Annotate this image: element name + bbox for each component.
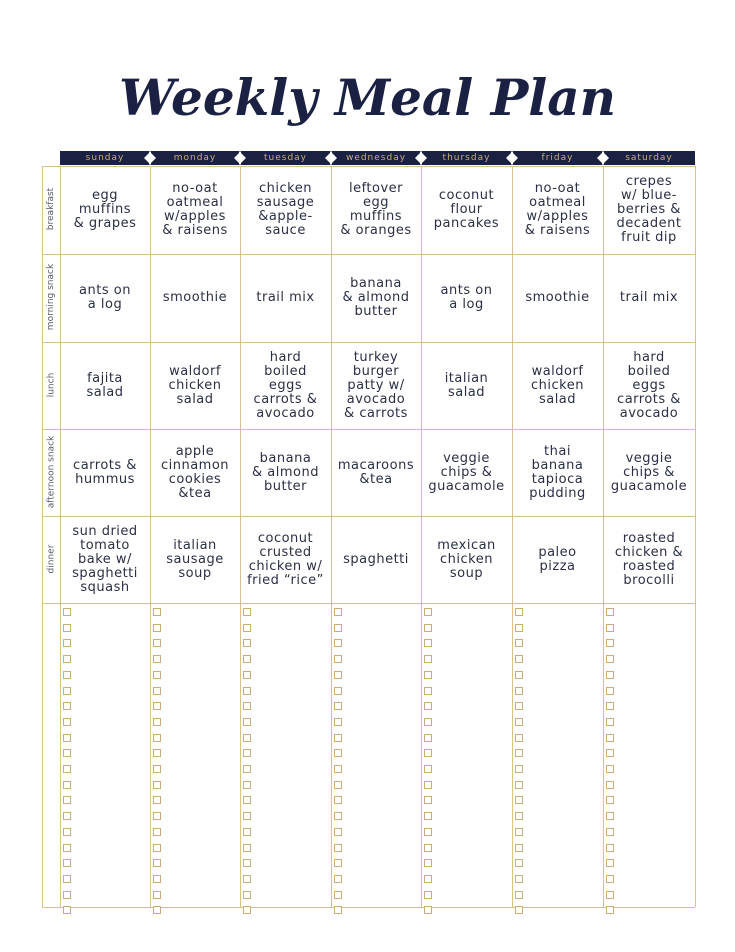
grocery-checkbox[interactable] — [63, 812, 71, 820]
grocery-checkbox[interactable] — [515, 812, 523, 820]
grocery-checkbox[interactable] — [153, 639, 161, 647]
day-header-wednesday: wednesday — [345, 153, 407, 163]
grocery-checkbox[interactable] — [606, 655, 614, 663]
grocery-checkbox[interactable] — [334, 687, 342, 695]
grocery-checkbox[interactable] — [424, 734, 432, 742]
meal-label-breakfast: breakfast — [46, 187, 56, 231]
grocery-checkbox[interactable] — [63, 765, 71, 773]
grocery-checkbox[interactable] — [153, 702, 161, 710]
grocery-checkbox[interactable] — [606, 624, 614, 632]
grocery-checkbox[interactable] — [153, 844, 161, 852]
grocery-checkbox[interactable] — [63, 781, 71, 789]
grocery-checkbox[interactable] — [334, 812, 342, 820]
grid-line — [603, 166, 604, 907]
grocery-checkbox[interactable] — [606, 875, 614, 883]
day-divider-notch — [597, 151, 604, 165]
grocery-checkbox[interactable] — [424, 655, 432, 663]
grocery-checkbox[interactable] — [515, 749, 523, 757]
grocery-checkbox[interactable] — [424, 639, 432, 647]
grocery-checkbox[interactable] — [243, 687, 251, 695]
grocery-checkbox[interactable] — [334, 655, 342, 663]
grocery-checkbox[interactable] — [63, 749, 71, 757]
grocery-checkbox[interactable] — [243, 891, 251, 899]
grocery-checkbox[interactable] — [515, 734, 523, 742]
grocery-checkbox[interactable] — [63, 624, 71, 632]
page-title: Weekly Meal Plan — [118, 68, 617, 127]
meal-cell: smoothie — [525, 290, 590, 305]
grocery-checkbox[interactable] — [243, 655, 251, 663]
grocery-checkbox[interactable] — [63, 702, 71, 710]
grocery-checkbox[interactable] — [424, 844, 432, 852]
grocery-checkbox[interactable] — [243, 875, 251, 883]
grocery-checkbox[interactable] — [606, 891, 614, 899]
grocery-checkbox[interactable] — [153, 812, 161, 820]
grocery-checkbox[interactable] — [424, 608, 432, 616]
grocery-checkbox[interactable] — [63, 875, 71, 883]
meal-cell: paleo pizza — [538, 544, 577, 574]
grocery-checkbox[interactable] — [63, 734, 71, 742]
meal-cell: trail mix — [619, 290, 679, 305]
grocery-checkbox[interactable] — [243, 639, 251, 647]
grocery-checkbox[interactable] — [606, 781, 614, 789]
grocery-checkbox[interactable] — [334, 749, 342, 757]
grocery-checkbox[interactable] — [424, 796, 432, 804]
grocery-checkbox[interactable] — [153, 891, 161, 899]
grid-line — [240, 166, 241, 907]
grocery-checkbox[interactable] — [515, 655, 523, 663]
grid-line — [695, 166, 696, 907]
grocery-checkbox[interactable] — [515, 875, 523, 883]
meal-cell: coconut flour pancakes — [433, 188, 500, 231]
meal-cell: ants on a log — [79, 283, 131, 312]
grocery-checkbox[interactable] — [424, 859, 432, 867]
grocery-checkbox[interactable] — [515, 891, 523, 899]
grocery-checkbox[interactable] — [515, 844, 523, 852]
grid-line — [42, 907, 695, 908]
grocery-checkbox[interactable] — [243, 749, 251, 757]
grocery-checkbox[interactable] — [63, 891, 71, 899]
meal-label-afternoon-snack: afternoon snack — [46, 435, 56, 508]
grocery-checkbox[interactable] — [424, 749, 432, 757]
meal-cell: hard boiled eggs carrots & avocado — [617, 349, 681, 421]
grocery-checkbox[interactable] — [515, 608, 523, 616]
grid-line — [331, 166, 332, 907]
grocery-checkbox[interactable] — [515, 639, 523, 647]
meal-cell: coconut crusted chicken w/ fried “rice” — [247, 530, 324, 588]
grocery-checkbox[interactable] — [515, 718, 523, 726]
meal-cell: roasted chicken & roasted brocolli — [614, 530, 684, 588]
meal-cell: mexican chicken soup — [437, 537, 496, 581]
grocery-checkbox[interactable] — [243, 702, 251, 710]
grocery-checkbox[interactable] — [515, 765, 523, 773]
grocery-checkbox[interactable] — [606, 718, 614, 726]
grocery-checkbox[interactable] — [515, 671, 523, 679]
grocery-checkbox[interactable] — [424, 765, 432, 773]
meal-cell: sun dried tomato bake w/ spaghetti squash — [72, 523, 138, 595]
meal-cell: turkey burger patty w/ avocado & carrots — [344, 349, 408, 421]
grocery-checkbox[interactable] — [424, 875, 432, 883]
grid-line — [512, 166, 513, 907]
grocery-checkbox[interactable] — [606, 765, 614, 773]
meal-cell: thai banana tapioca pudding — [529, 443, 586, 501]
meal-cell: leftover egg muffins & oranges — [340, 181, 412, 238]
grocery-checkbox[interactable] — [515, 687, 523, 695]
grocery-checkbox[interactable] — [606, 639, 614, 647]
meal-cell: hard boiled eggs carrots & avocado — [253, 349, 318, 421]
grocery-checkbox[interactable] — [334, 828, 342, 836]
grid-line — [150, 166, 151, 907]
grocery-checkbox[interactable] — [243, 859, 251, 867]
grocery-checkbox[interactable] — [606, 796, 614, 804]
grocery-checkbox[interactable] — [424, 687, 432, 695]
grocery-checkbox[interactable] — [334, 796, 342, 804]
grocery-checkbox[interactable] — [515, 796, 523, 804]
meal-cell: smoothie — [162, 290, 228, 305]
grocery-checkbox[interactable] — [153, 765, 161, 773]
day-divider-notch — [415, 151, 422, 165]
grocery-checkbox[interactable] — [153, 655, 161, 663]
grocery-checkbox[interactable] — [243, 608, 251, 616]
grid-line — [42, 516, 695, 517]
grocery-checkbox[interactable] — [334, 875, 342, 883]
grocery-checkbox[interactable] — [153, 671, 161, 679]
meal-cell: trail mix — [256, 290, 315, 305]
grocery-checkbox[interactable] — [334, 891, 342, 899]
grocery-checkbox[interactable] — [606, 828, 614, 836]
day-divider-notch — [144, 151, 151, 165]
grocery-checkbox[interactable] — [63, 828, 71, 836]
day-divider-notch — [234, 151, 241, 165]
grid-line — [42, 342, 695, 343]
grocery-checkbox[interactable] — [606, 859, 614, 867]
grocery-checkbox[interactable] — [424, 781, 432, 789]
grocery-checkbox[interactable] — [515, 624, 523, 632]
grocery-checkbox[interactable] — [153, 796, 161, 804]
grocery-checkbox[interactable] — [334, 844, 342, 852]
grocery-checkbox[interactable] — [334, 765, 342, 773]
meal-cell: apple cinnamon cookies &tea — [160, 443, 230, 501]
grocery-checkbox[interactable] — [63, 639, 71, 647]
grocery-checkbox[interactable] — [424, 671, 432, 679]
day-header-sunday: sunday — [85, 153, 125, 163]
grocery-checkbox[interactable] — [153, 624, 161, 632]
meal-label-morning-snack: morning snack — [46, 263, 56, 331]
grid-line — [60, 166, 61, 907]
grocery-checkbox[interactable] — [153, 875, 161, 883]
meal-cell: ants on a log — [440, 283, 493, 312]
grocery-checkbox[interactable] — [606, 671, 614, 679]
grocery-checkbox[interactable] — [153, 687, 161, 695]
meal-label-lunch: lunch — [46, 372, 56, 397]
grocery-checkbox[interactable] — [243, 734, 251, 742]
grocery-checkbox[interactable] — [63, 687, 71, 695]
meal-cell: waldorf chicken salad — [531, 363, 584, 407]
grocery-checkbox[interactable] — [334, 671, 342, 679]
meal-cell: veggie chips & guacamole — [428, 450, 505, 494]
grocery-checkbox[interactable] — [63, 906, 71, 914]
day-header-tuesday: tuesday — [263, 153, 307, 163]
meal-cell: egg muffins & grapes — [73, 188, 137, 231]
meal-cell: spaghetti — [343, 551, 409, 567]
grocery-checkbox[interactable] — [63, 796, 71, 804]
grocery-checkbox[interactable] — [606, 734, 614, 742]
grocery-checkbox[interactable] — [334, 608, 342, 616]
grocery-checkbox[interactable] — [334, 906, 342, 914]
grid-line — [42, 429, 695, 430]
grocery-checkbox[interactable] — [515, 859, 523, 867]
grocery-checkbox[interactable] — [606, 702, 614, 710]
grocery-checkbox[interactable] — [243, 718, 251, 726]
grocery-checkbox[interactable] — [153, 859, 161, 867]
grocery-checkbox[interactable] — [515, 702, 523, 710]
grocery-checkbox[interactable] — [243, 796, 251, 804]
day-header-thursday: thursday — [442, 153, 491, 163]
grocery-checkbox[interactable] — [334, 718, 342, 726]
grocery-checkbox[interactable] — [243, 844, 251, 852]
grocery-checkbox[interactable] — [63, 671, 71, 679]
grocery-checkbox[interactable] — [334, 624, 342, 632]
grid-line — [42, 603, 695, 604]
grocery-checkbox[interactable] — [153, 734, 161, 742]
grocery-checkbox[interactable] — [243, 812, 251, 820]
meal-cell: fajita salad — [86, 370, 124, 400]
grocery-checkbox[interactable] — [243, 828, 251, 836]
day-header-saturday: saturday — [625, 153, 673, 163]
grocery-checkbox[interactable] — [424, 718, 432, 726]
grid-line — [42, 166, 695, 167]
grocery-checkbox[interactable] — [153, 718, 161, 726]
grocery-checkbox[interactable] — [606, 812, 614, 820]
meal-cell: veggie chips & guacamole — [610, 450, 688, 494]
grocery-checkbox[interactable] — [606, 687, 614, 695]
meal-cell: banana & almond butter — [252, 450, 319, 494]
grocery-checkbox[interactable] — [153, 906, 161, 914]
grocery-checkbox[interactable] — [515, 906, 523, 914]
day-header-bar — [60, 151, 695, 165]
grocery-checkbox[interactable] — [153, 828, 161, 836]
meal-cell: waldorf chicken salad — [168, 363, 222, 407]
day-header-friday: friday — [541, 153, 574, 163]
grocery-checkbox[interactable] — [63, 844, 71, 852]
meal-cell: banana & almond butter — [342, 276, 410, 319]
grid-line — [42, 166, 43, 907]
grocery-checkbox[interactable] — [153, 749, 161, 757]
grocery-checkbox[interactable] — [243, 781, 251, 789]
grocery-checkbox[interactable] — [243, 906, 251, 914]
grocery-checkbox[interactable] — [606, 608, 614, 616]
grocery-checkbox[interactable] — [243, 765, 251, 773]
meal-cell: macaroons &tea — [337, 457, 415, 487]
grocery-checkbox[interactable] — [334, 702, 342, 710]
grocery-checkbox[interactable] — [515, 781, 523, 789]
grocery-checkbox[interactable] — [63, 718, 71, 726]
grocery-checkbox[interactable] — [243, 671, 251, 679]
grocery-checkbox[interactable] — [515, 828, 523, 836]
day-divider-notch — [325, 151, 332, 165]
grocery-checkbox[interactable] — [606, 844, 614, 852]
grid-line — [42, 254, 695, 255]
grocery-checkbox[interactable] — [334, 734, 342, 742]
grocery-checkbox[interactable] — [424, 891, 432, 899]
meal-cell: crepes w/ blue- berries & decadent fruit dip — [616, 174, 682, 245]
day-divider-notch — [506, 151, 513, 165]
day-header-monday: monday — [173, 153, 217, 163]
grocery-checkbox[interactable] — [63, 655, 71, 663]
grocery-checkbox[interactable] — [334, 781, 342, 789]
grocery-checkbox[interactable] — [606, 749, 614, 757]
grocery-checkbox[interactable] — [424, 624, 432, 632]
meal-cell: italian sausage soup — [166, 537, 224, 581]
grocery-checkbox[interactable] — [63, 608, 71, 616]
meal-label-dinner: dinner — [46, 544, 56, 573]
grocery-checkbox[interactable] — [153, 608, 161, 616]
grocery-checkbox[interactable] — [334, 859, 342, 867]
meal-cell: carrots & hummus — [73, 457, 137, 487]
grocery-checkbox[interactable] — [153, 781, 161, 789]
grocery-checkbox[interactable] — [63, 859, 71, 867]
meal-cell: italian salad — [444, 370, 489, 400]
meal-cell: chicken sausage &apple- sauce — [256, 181, 315, 238]
grocery-checkbox[interactable] — [424, 906, 432, 914]
grocery-checkbox[interactable] — [424, 702, 432, 710]
grocery-checkbox[interactable] — [606, 906, 614, 914]
grocery-checkbox[interactable] — [243, 624, 251, 632]
grocery-checkbox[interactable] — [424, 828, 432, 836]
grocery-checkbox[interactable] — [334, 639, 342, 647]
grid-line — [421, 166, 422, 907]
meal-cell: no-oat oatmeal w/apples & raisens — [524, 181, 591, 238]
grocery-checkbox[interactable] — [424, 812, 432, 820]
meal-cell: no-oat oatmeal w/apples & raisens — [162, 181, 228, 238]
